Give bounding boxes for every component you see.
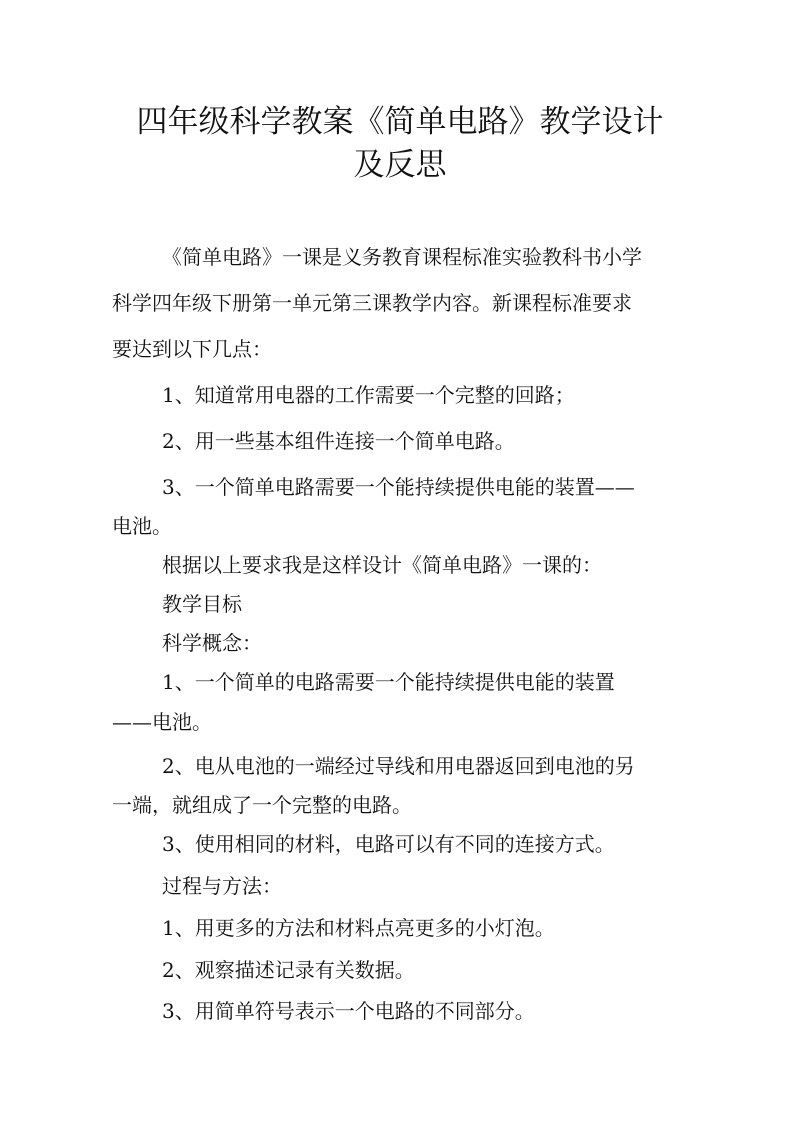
body-line-concept-2-cont: 一端，就组成了一个完整的电路。 bbox=[112, 793, 412, 817]
body-line-intro-3: 要达到以下几点： bbox=[112, 337, 272, 361]
document-title-line-2: 及反思 bbox=[353, 147, 447, 183]
body-line-concept-2: 2、电从电池的一端经过导线和用电器返回到电池的另 bbox=[162, 754, 635, 778]
body-line-design-intro: 根据以上要求我是这样设计《简单电路》一课的： bbox=[162, 553, 602, 577]
body-line-method-1: 1、用更多的方法和材料点亮更多的小灯泡。 bbox=[162, 916, 555, 940]
section-heading-teaching-goals: 教学目标 bbox=[162, 592, 242, 616]
body-line-requirement-1: 1、知道常用电器的工作需要一个完整的回路； bbox=[162, 383, 575, 407]
body-line-intro-1: 《简单电路》一课是义务教育课程标准实验教科书小学 bbox=[162, 245, 642, 269]
section-heading-process-methods: 过程与方法： bbox=[162, 874, 282, 898]
body-line-concept-1-cont: ——电池。 bbox=[112, 710, 212, 734]
body-line-concept-3: 3、使用相同的材料，电路可以有不同的连接方式。 bbox=[162, 832, 615, 856]
body-line-concept-1: 1、一个简单的电路需要一个能持续提供电能的装置 bbox=[162, 670, 615, 694]
document-title-line-1: 四年级科学教案《简单电路》教学设计 bbox=[136, 104, 664, 140]
body-line-requirement-3: 3、一个简单电路需要一个能持续提供电能的装置—— bbox=[162, 475, 635, 499]
body-line-method-2: 2、观察描述记录有关数据。 bbox=[162, 958, 415, 982]
body-line-intro-2: 科学四年级下册第一单元第三课教学内容。新课程标准要求 bbox=[112, 291, 632, 315]
body-line-requirement-2: 2、用一些基本组件连接一个简单电路。 bbox=[162, 429, 515, 453]
section-heading-science-concepts: 科学概念： bbox=[162, 631, 262, 655]
body-line-method-3: 3、用简单符号表示一个电路的不同部分。 bbox=[162, 999, 535, 1023]
body-line-requirement-3-cont: 电池。 bbox=[112, 514, 172, 538]
